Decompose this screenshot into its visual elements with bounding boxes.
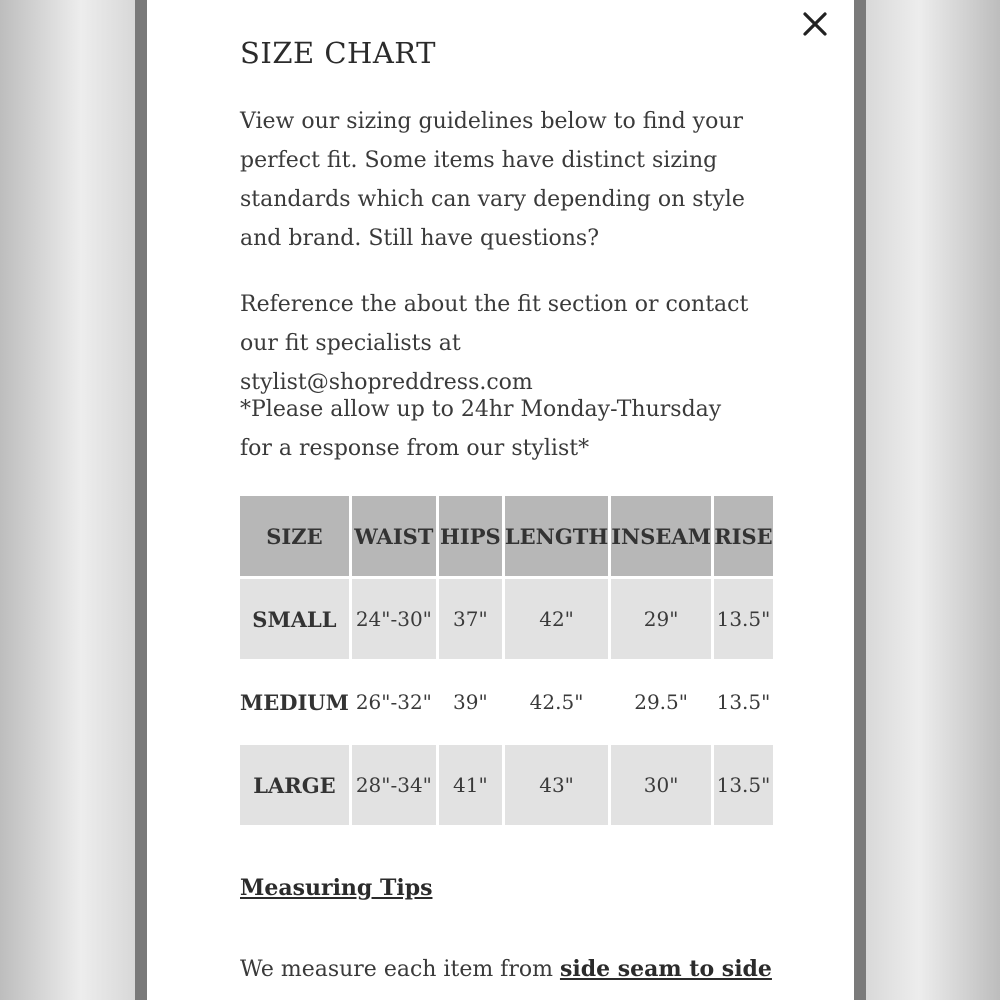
table-header-row: [240, 496, 773, 576]
page-backdrop-right: [865, 0, 1000, 1000]
side-seam-link[interactable]: side seam to side: [559, 956, 772, 982]
page-backdrop-left: [0, 0, 135, 1000]
contact-paragraph: Reference the about the fit section or contact our fit specialists at stylist@shopreddress.com: [240, 292, 749, 395]
table-cell: 30": [611, 745, 711, 825]
table-cell: 24"-30": [352, 579, 436, 659]
close-icon: [797, 6, 833, 42]
table-row-small: [240, 579, 773, 659]
table-cell: 26"-32": [355, 690, 432, 714]
table-cell: 42": [505, 579, 608, 659]
close-button[interactable]: [797, 6, 833, 42]
column-header-waist: WAIST: [352, 496, 436, 576]
table-cell: 43": [505, 745, 608, 825]
table-row-large: [240, 745, 773, 825]
modal-frame-right: [854, 0, 866, 1000]
table-cell: 28"-34": [352, 745, 436, 825]
column-header-inseam: INSEAM: [611, 496, 711, 576]
column-header-length: LENGTH: [505, 496, 608, 576]
modal-title: SIZE CHART: [240, 36, 436, 70]
measuring-tips-text: [240, 950, 800, 989]
table-cell: SMALL: [240, 579, 349, 659]
column-header-hips: HIPS: [439, 496, 502, 576]
table-cell: 13.5": [716, 690, 771, 714]
size-table: [237, 493, 776, 828]
table-cell: 41": [439, 745, 502, 825]
table-cell: MEDIUM: [240, 689, 349, 715]
modal-frame-left: [135, 0, 147, 1000]
table-cell: 39": [453, 690, 488, 714]
table-cell: 29.5": [634, 690, 688, 714]
table-cell: LARGE: [240, 745, 349, 825]
table-cell: 29": [611, 579, 711, 659]
measuring-tips-heading[interactable]: Measuring Tips: [240, 875, 433, 901]
table-cell: 42.5": [529, 690, 584, 714]
intro-paragraph: View our sizing guidelines below to find your perfect fit. Some items have distinct sizing standards which can vary depending on style and brand. Still have questions?: [240, 109, 745, 251]
table-row-medium: [240, 662, 773, 742]
table-cell: 13.5": [714, 579, 773, 659]
table-cell: 13.5": [714, 745, 773, 825]
tips-text-prefix: We measure each item from: [240, 957, 560, 982]
table-cell: 37": [439, 579, 502, 659]
column-header-size: SIZE: [240, 496, 349, 576]
response-note: *Please allow up to 24hr Monday-Thursday for a response from our stylist*: [240, 397, 722, 461]
column-header-rise: RISE: [714, 496, 773, 576]
size-chart-modal: [147, 0, 854, 1000]
